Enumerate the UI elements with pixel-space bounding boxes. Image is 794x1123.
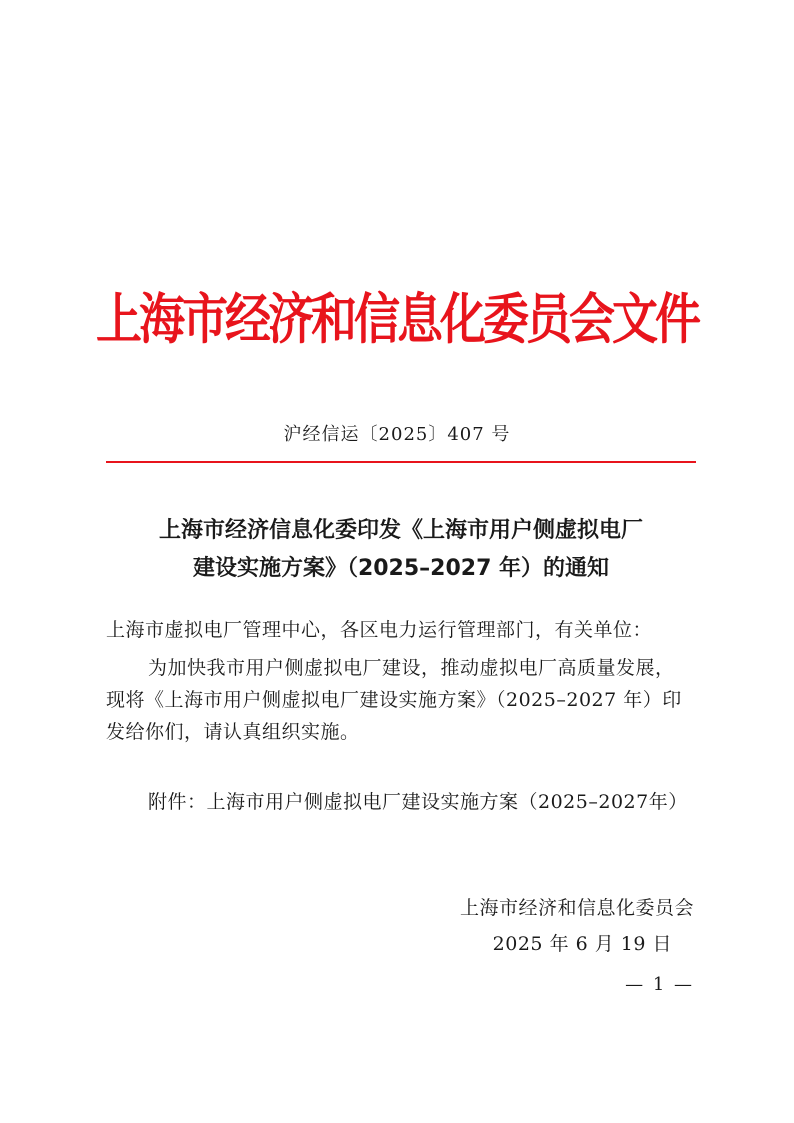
body-line-2: 现将《上海市用户侧虚拟电厂建设实施方案》（2025–2027 年）印 bbox=[106, 689, 682, 711]
issue-date: 2025 年 6 月 19 日 bbox=[492, 933, 672, 955]
body-paragraph bbox=[106, 652, 696, 748]
addressee: 上海市虚拟电厂管理中心，各区电力运行管理部门，有关单位： bbox=[106, 619, 653, 641]
body-line-3: 发给你们，请认真组织实施。 bbox=[106, 721, 360, 743]
notice-title-line-2: 建设实施方案》（2025–2027 年）的通知 bbox=[192, 556, 610, 581]
issuing-authority: 上海市经济和信息化委员会 bbox=[459, 897, 694, 919]
masthead-title: 上海市经济和信息化委员会文件 bbox=[96, 287, 698, 352]
notice-title bbox=[106, 512, 696, 588]
page-number: — 1 — bbox=[625, 974, 694, 995]
red-divider-rule bbox=[106, 461, 696, 463]
body-line-1: 为加快我市用户侧虚拟电厂建设，推动虚拟电厂高质量发展， bbox=[148, 657, 675, 679]
notice-title-line-1: 上海市经济信息化委印发《上海市用户侧虚拟电厂 bbox=[158, 518, 643, 543]
attachment-line: 附件：上海市用户侧虚拟电厂建设实施方案（2025–2027年） bbox=[148, 791, 688, 813]
document-number: 沪经信运〔2025〕407 号 bbox=[283, 424, 511, 445]
